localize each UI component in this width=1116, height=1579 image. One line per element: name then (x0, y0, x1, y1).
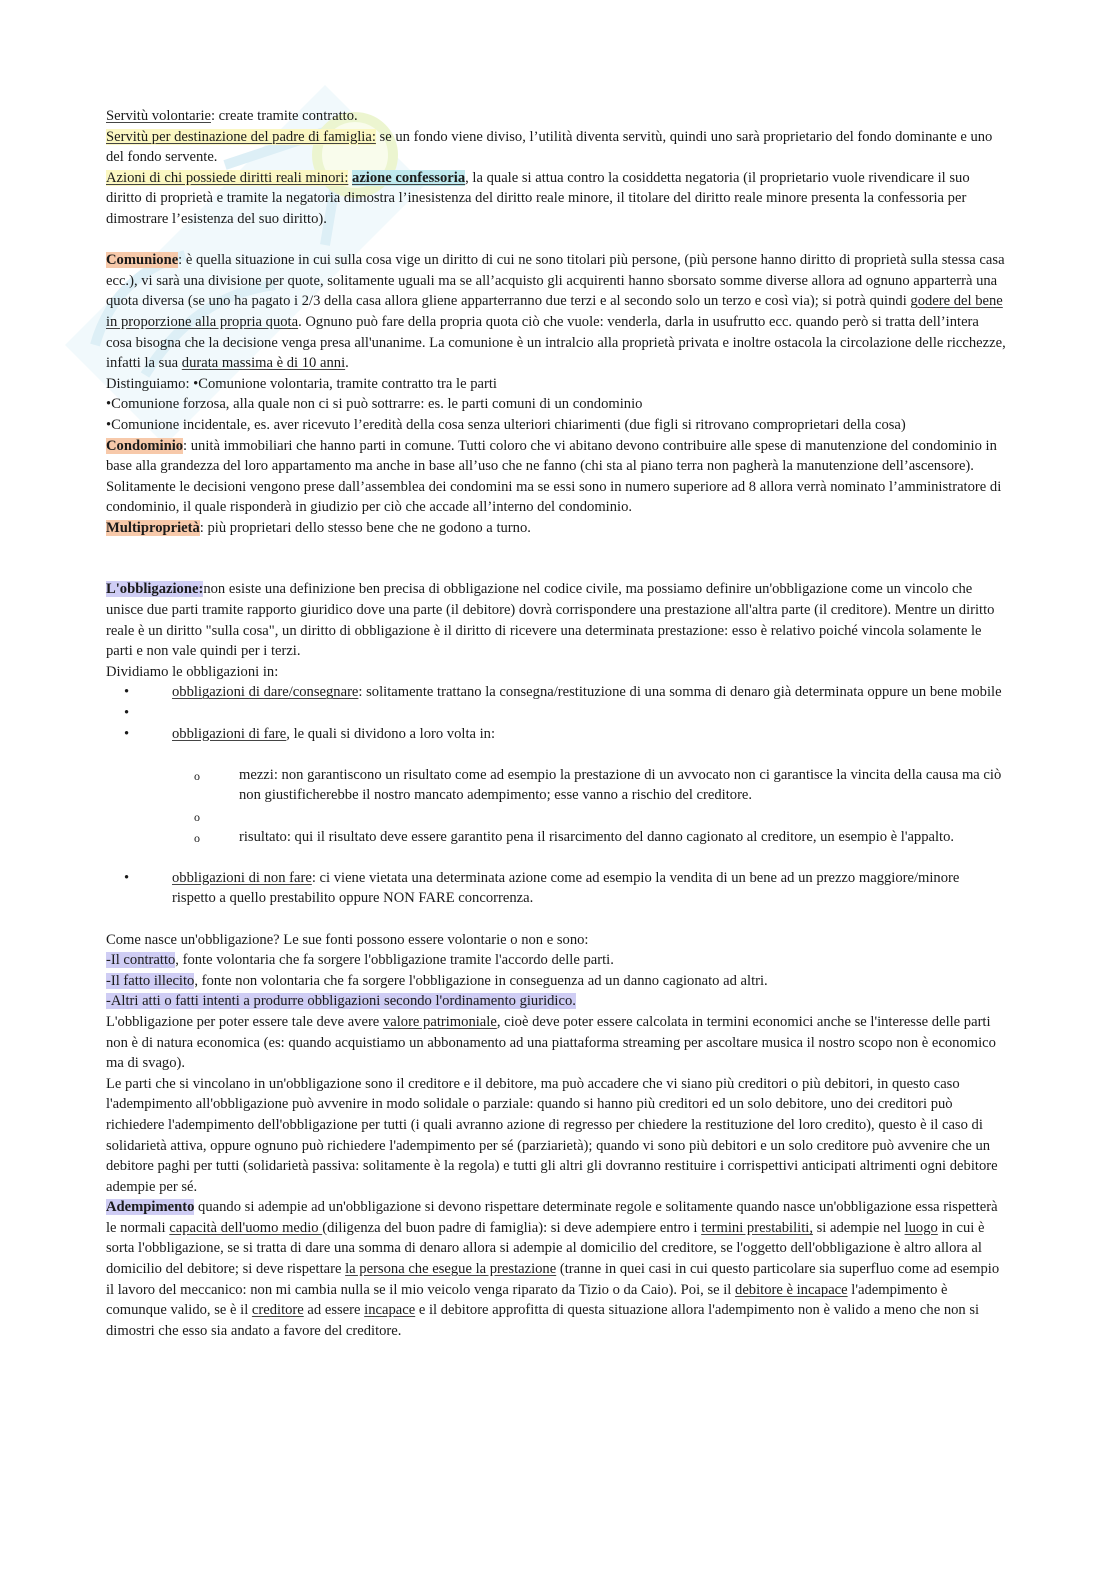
paragraph-azioni: Azioni di chi possiede diritti reali minori: azione confessoria, la quale si attua contro la cosiddetta negatoria (il proprietario vuole rivendicare il suo diritto di proprietà e tramite la negatoria dimostra l’inesistenza del diritto reale minore, il titolare del diritto reale minore presenta la confessoria per dimostrare l’esistenza del suo diritto). (106, 169, 970, 227)
paragraph-condominio: Condominio: unità immobiliari che hanno parti in comune. Tutti coloro che vi abitano devono contribuire alle spese di manutenzione del condominio in base alla grandezza del loro appartamento ma anche in base all’uso che ne fanno (chi sta al piano terra non pagherà la manutenzione dell’ascensore). Solitamente le decisioni vengono prese dall’assemblea dei condomini ma se essi sono in numero superiore ad 8 allora verrà nominato l’amministratore di condominio, il quale risponderà in giudizio per ciò che accade all’interno del condominio. (106, 437, 1002, 516)
term-azioni: Azioni di chi possiede diritti reali minori: (106, 169, 349, 186)
obbligazioni-list-2 (106, 868, 1006, 909)
list-item-fare: • obbligazioni di fare, le quali si dividono a loro volta in: (106, 724, 1006, 745)
underline-godere: godere del bene in proporzione alla propria quota (106, 293, 1003, 330)
sublist-item-risultato: o risultato: qui il risultato deve essere garantito pena il risarcimento del danno cagionato al creditore, un esempio è l'appalto. (106, 827, 1006, 848)
underline-valore: valore patrimoniale (382, 1013, 497, 1030)
term-servitu-volontarie: Servitù volontarie (106, 108, 211, 124)
paragraph-parti: Le parti che si vincolano in un'obbligazione sono il creditore e il debitore, ma può accadere che vi siano più creditori o più debitori, in questo caso l'adempimento all'obbligazione può avvenire in modo solidale o parziale: quando si hanno più creditori ed un solo debitore, uno dei creditori può richiedere l'adempimento dell'obbligazione per tutti (i quali avranno azione di regresso per chiedere la restituzione del loro credito), questo è il caso di solidarietà attiva, oppure ognuno può richiedere l'adempimento per sé (parziarietà); quando vi sono più debitori e un solo creditore può avvenire che un debitore paghi per tutti (solidarietà passiva: solitamente è la regola) e tutti gli altri gli dovranno restituire i corrispettivi anticipati altrimenti ogni debitore adempie per sé. (106, 1075, 998, 1195)
paragraph-multiproprieta: Multiproprietà: più proprietari dello stesso bene che ne godono a turno. (106, 519, 531, 536)
list-item-comunione-volontaria: Distinguiamo: •Comunione volontaria, tramite contratto tra le parti (106, 375, 497, 392)
spacer (106, 806, 1006, 827)
term-dare: obbligazioni di dare/consegnare (172, 684, 359, 701)
term-non-fare: obbligazioni di non fare (172, 869, 312, 886)
term-azione-confessoria: azione confessoria (352, 169, 466, 186)
fonte-fatto-illecito: -Il fatto illecito, fonte non volontaria che fa sorgere l'obbligazione in conseguenza ad un danno cagionato ad altri. (106, 972, 768, 989)
paragraph-fonti-intro: Come nasce un'obbligazione? Le sue fonti possono essere volontarie o non e sono: (106, 931, 589, 948)
sublist-item-mezzi: o mezzi: non garantiscono un risultato come ad esempio la prestazione di un avvocato non ci garantisce la vincita della causa ma ciò non giustificherebbe il nostro mancato adempimento; esse vanno a rischio del creditore. (106, 765, 1006, 806)
paragraph-dividiamo: Dividiamo le obbligazioni in: (106, 663, 279, 680)
term-adempimento: Adempimento (106, 1199, 195, 1216)
paragraph-servitu-destinazione: Servitù per destinazione del padre di famiglia: se un fondo viene diviso, l’utilità diventa servitù, quindi uno sarà proprietario del fondo dominante e uno del fondo servente. (106, 128, 993, 166)
underline-durata: durata massima è di 10 anni (181, 355, 346, 372)
fonte-altri-atti: -Altri atti o fatti intenti a produrre obbligazioni secondo l'ordinamento giuridico. (106, 993, 576, 1010)
document-page (106, 106, 1006, 1341)
fare-sublist (106, 765, 1006, 847)
obbligazioni-list (106, 682, 1006, 744)
paragraph-adempimento: Adempimento quando si adempie ad un'obbligazione si devono rispettare determinate regole e solitamente quando nasce un'obbligazione essa rispetterà le normali capacità dell'uomo medio (diligenza del buon padre di famiglia): si deve adempiere entro i termini prestabiliti, si adempie nel luogo in cui è sorta l'obbligazione, se si tratta di dare una somma di denaro allora si adempie al domicilio del creditore, se l'oggetto dell'obbligazione è altro allora al domicilio del debitore; si deve rispettare la persona che esegue la prestazione (tranne in quei casi in cui questo particolare sia superfluo come ad esempio il lavoro del meccanico: non mi cambia nulla se il mio veicolo venga riparato da Tizio o da Caio). Poi, se il debitore è incapace l'adempimento è comunque valido, se è il creditore ad essere incapace e il debitore approfitta di questa situazione allora l'adempimento non è valido a meno che non si dimostri che esso sia andato a favore del creditore. (106, 1199, 1000, 1339)
list-item-comunione-incidentale: •Comunione incidentale, es. aver ricevuto l’eredità della cosa senza ulteriori chiarimenti (due figli si ritrovano comproprietari della cosa) (106, 416, 906, 433)
term-multiproprieta: Multiproprietà (106, 519, 200, 536)
term-comunione: Comunione (106, 252, 179, 269)
fonte-contratto: -Il contratto, fonte volontaria che fa sorgere l'obbligazione tramite l'accordo delle parti. (106, 952, 614, 969)
list-item-dare: • obbligazioni di dare/consegnare: solitamente trattano la consegna/restituzione di una somma di denaro già determinata oppure un bene mobile (106, 682, 1006, 703)
term-servitu-destinazione: Servitù per destinazione del padre di famiglia: (106, 128, 376, 145)
term-condominio: Condominio (106, 437, 184, 454)
paragraph-valore-patrimoniale: L'obbligazione per poter essere tale deve avere valore patrimoniale, cioè deve poter essere calcolata in termini economici anche se l'interesse delle parti non è di natura economica (es: quando acquistiamo un abbonamento ad una piattaforma streaming per ascoltare musica il nostro scopo non è economico ma di svago). (106, 1013, 996, 1072)
spacer (106, 703, 1006, 724)
list-item-comunione-forzosa: •Comunione forzosa, alla quale non ci si può sottrarre: es. le parti comuni di un condominio (106, 396, 643, 413)
term-obbligazione: L'obbligazione: (106, 581, 204, 598)
paragraph-obbligazione: L'obbligazione:non esiste una definizione ben precisa di obbligazione nel codice civile, ma possiamo definire un'obbligazione come un vincolo che unisce due parti tramite rapporto giuridico dove una parte (il debitore) dovrà corrispondere una prestazione all'altra parte (il creditore). Mentre un diritto reale è un diritto "sulla cosa", un diritto di obbligazione è il diritto di ricevere una determinata prestazione: esso è relativo poiché vincola solamente le parti e non vale quindi per i terzi. (106, 581, 995, 660)
paragraph-comunione: Comunione: è quella situazione in cui sulla cosa vige un diritto di cui ne sono titolari più persone, (più persone hanno diritto di proprietà sulla stessa casa ecc.), vi sarà una divisione per quote, solitamente uguali ma se all’acquisto gli acquirenti hanno sborsato somme diverse allora ad ognuno apparterrà una quota diversa (se uno ha pagato i 2/3 della casa allora gliene apparterranno due terzi e al secondo solo un terzo e così via); si potrà quindi godere del bene in proporzione alla propria quota. Ognuno può fare della propria quota ciò che vuole: venderla, darla in usufrutto ecc. quando però si tratta dell’intera cosa bisogna che la decisione venga presa all'unanime. La comunione è un intralcio alla proprietà privata e inoltre ostacola la circolazione delle ricchezze, infatti la sua durata massima è di 10 anni. (106, 252, 1006, 372)
term-fare: obbligazioni di fare (172, 725, 287, 742)
list-item-non-fare: • obbligazioni di non fare: ci viene vietata una determinata azione come ad esempio la vendita di un bene ad un prezzo maggiore/minore rispetto a quello prestabilito oppure NON FARE concorrenza. (106, 868, 1006, 909)
paragraph-servitu-volontarie: Servitù volontarie: create tramite contratto. (106, 108, 358, 124)
